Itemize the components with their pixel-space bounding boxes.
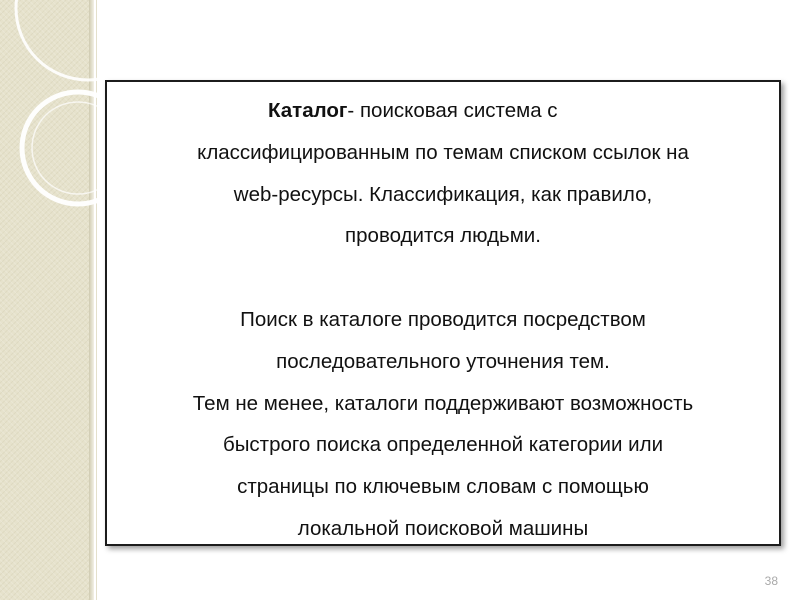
definition-text-box <box>105 80 781 546</box>
paragraph-line: страницы по ключевым словам с помощью <box>237 475 649 499</box>
paragraph-spacer <box>115 257 771 299</box>
paragraph-line: Тем не менее, каталоги поддерживают возможность <box>192 391 694 415</box>
paragraph-line: последовательного уточнения тем. <box>276 349 610 373</box>
term-catalog: Каталог <box>268 99 348 122</box>
decorative-circle-top <box>16 0 160 80</box>
paragraph-line: локальной поисковой машины <box>297 516 589 540</box>
definition-line: проводится людьми. <box>345 224 541 248</box>
definition-line: web-ресурсы. Классификация, как правило, <box>233 182 653 206</box>
paragraph-line: Поиск в каталоге проводится посредством <box>240 307 646 331</box>
paragraph-line: быстрого поиска определенной категории или <box>222 433 664 457</box>
definition-first-line <box>115 90 771 132</box>
slide-number: 38 <box>764 574 778 588</box>
definition-line: классифицированным по темам списком ссылок на <box>197 140 689 164</box>
definition-first-line-rest: - поисковая система с <box>347 99 558 122</box>
